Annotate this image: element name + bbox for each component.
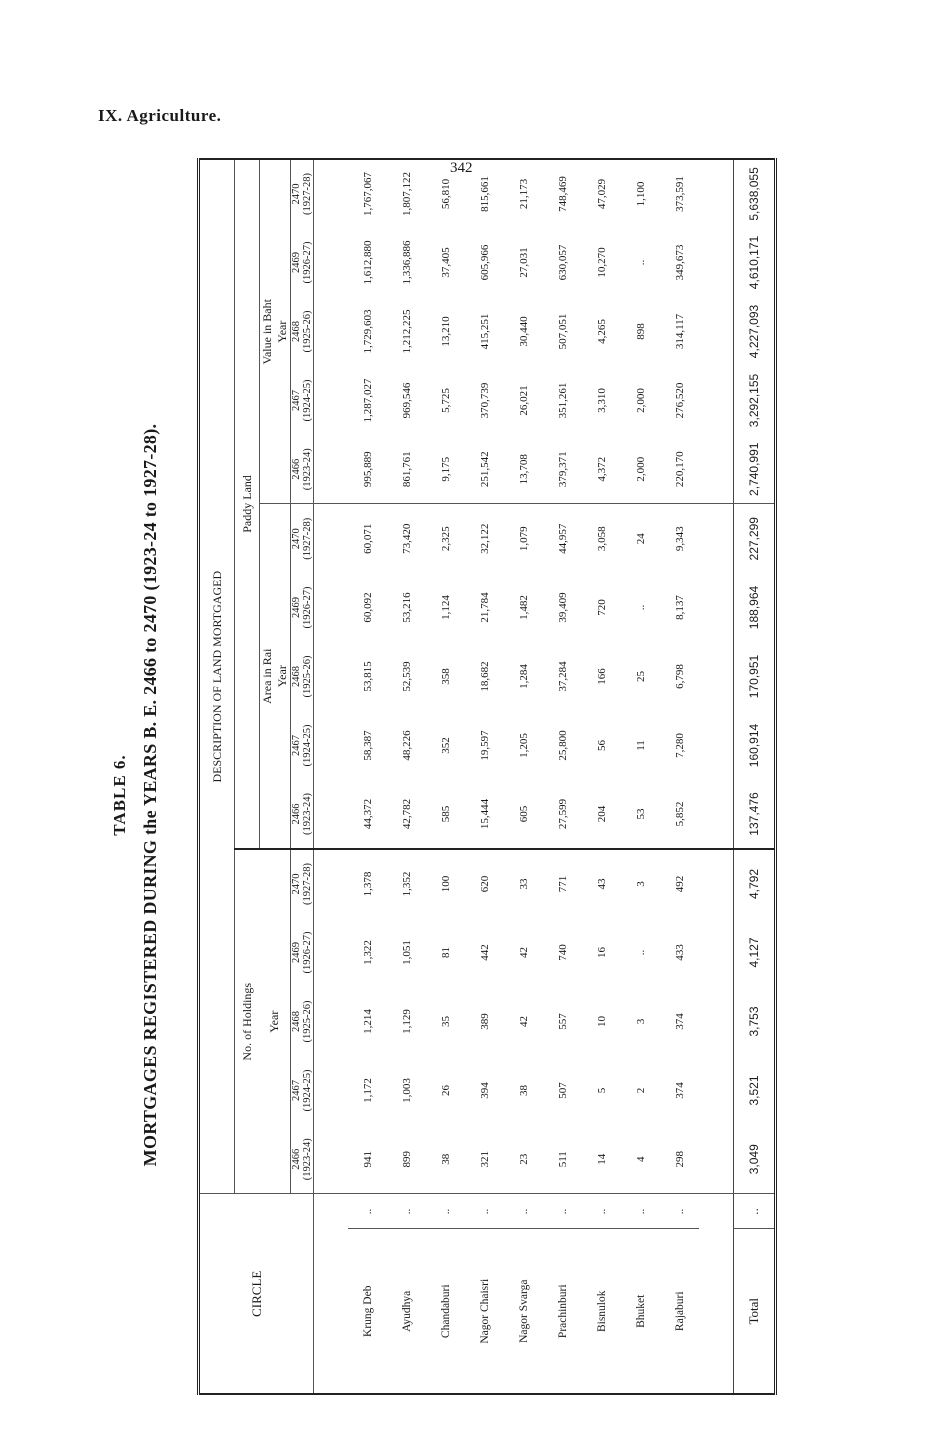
- value-cell: 349,673: [673, 244, 686, 281]
- table-row: [582, 159, 621, 1394]
- value-cell: 27,031: [517, 247, 530, 278]
- holdings-cell: 5: [595, 1087, 608, 1094]
- value-cell: 507,051: [556, 313, 569, 350]
- holdings-cell: 2: [634, 1087, 647, 1094]
- mortgage-table: [197, 158, 777, 1395]
- area-cell: 11: [634, 740, 647, 751]
- value-cell: 220,170: [660, 435, 699, 504]
- holdings-cell: 620: [478, 875, 491, 893]
- table-row: [504, 159, 543, 1394]
- value-cell: 5,638,055: [734, 159, 776, 228]
- area-cell: 137,476: [734, 780, 776, 849]
- circle-name: Bhuket: [621, 1229, 660, 1394]
- holdings-cell: 3,049: [734, 1125, 776, 1194]
- area-cell: 1,124: [439, 595, 452, 620]
- total-row: [734, 159, 776, 1394]
- holdings-cell: 899: [387, 1125, 426, 1194]
- year-header: 2470 (1927-28): [291, 504, 314, 573]
- area-cell: 48,226: [400, 730, 413, 761]
- year-header: 2469 (1926-27): [291, 228, 314, 297]
- holdings-cell: 1,051: [400, 940, 413, 965]
- holdings-cell: 557: [556, 1013, 569, 1030]
- holdings-cell: 507: [556, 1082, 569, 1099]
- value-cell: 415,251: [478, 313, 491, 350]
- area-cell: 1,205: [517, 733, 530, 758]
- value-cell: 351,261: [556, 382, 569, 419]
- area-cell: 170,951: [734, 642, 776, 711]
- year-header: 2468 (1925-26): [291, 297, 314, 366]
- value-cell: 370,739: [478, 382, 491, 419]
- year-header: 2468 (1925-26): [291, 642, 314, 711]
- area-cell: 160,914: [734, 711, 776, 780]
- value-cell: 37,405: [439, 247, 452, 278]
- value-cell: 314,117: [673, 313, 686, 350]
- area-header: [260, 504, 291, 849]
- holdings-cell: 10: [595, 1015, 608, 1027]
- area-cell: 60,071: [361, 523, 374, 554]
- circle-header: CIRCLE: [199, 1194, 314, 1394]
- holdings-cell: 4: [621, 1125, 660, 1194]
- area-cell: 358: [439, 668, 452, 685]
- area-cell: 605: [504, 780, 543, 849]
- holdings-cell: 1,352: [400, 871, 413, 897]
- holdings-cell: 14: [582, 1125, 621, 1194]
- holdings-cell: 1,378: [361, 871, 374, 897]
- value-cell: 861,761: [387, 435, 426, 504]
- value-label: Value in Baht: [260, 299, 274, 365]
- value-cell: 1,612,880: [361, 240, 374, 285]
- value-year-caption: Year: [275, 320, 289, 343]
- circle-name: Rajaburi: [660, 1229, 699, 1394]
- value-cell: 1,287,027: [361, 378, 374, 423]
- holdings-cell: 374: [673, 1013, 686, 1030]
- area-cell: 1,482: [517, 595, 530, 620]
- holdings-cell: 771: [556, 875, 569, 893]
- table-label: TABLE 6.: [110, 754, 129, 836]
- leader-dots: ..: [439, 1208, 452, 1215]
- year-header: 2470 (1927-28): [291, 159, 314, 228]
- area-year-caption: Year: [275, 665, 289, 688]
- rotated-table-page: [100, 167, 800, 1395]
- value-cell: 3,292,155: [734, 366, 776, 435]
- holdings-cell: 3,753: [734, 987, 776, 1056]
- leader-dots: ..: [595, 1208, 608, 1215]
- holdings-year-caption: Year: [260, 849, 291, 1194]
- area-cell: 204: [582, 780, 621, 849]
- area-cell: 2,325: [439, 526, 452, 552]
- value-cell: 3,310: [595, 388, 608, 413]
- value-cell: ..: [634, 259, 647, 266]
- area-cell: 60,092: [361, 592, 374, 623]
- paddy-land-header: Paddy Land: [235, 159, 260, 849]
- holdings-cell: 100: [439, 875, 452, 893]
- holdings-cell: 4,127: [734, 918, 776, 987]
- area-cell: 39,409: [556, 592, 569, 623]
- value-cell: 2,740,991: [734, 435, 776, 504]
- area-cell: 9,343: [673, 526, 686, 552]
- holdings-cell: 1,129: [400, 1009, 413, 1034]
- table-row: [348, 159, 387, 1394]
- value-cell: 1,212,225: [400, 309, 413, 354]
- year-header: 2470 (1927-28): [291, 849, 314, 918]
- holdings-cell: 38: [426, 1125, 465, 1194]
- area-cell: 24: [634, 533, 647, 545]
- holdings-cell: 42: [517, 946, 530, 958]
- area-cell: 53,216: [400, 592, 413, 623]
- table-row: [660, 159, 699, 1394]
- holdings-cell: 941: [348, 1125, 387, 1194]
- table-body: [314, 159, 776, 1394]
- area-cell: 6,798: [673, 664, 686, 689]
- value-cell: 4,372: [582, 435, 621, 504]
- holdings-cell: 1,172: [361, 1078, 374, 1103]
- year-header: 2466 (1923-24): [291, 780, 314, 849]
- value-cell: 1,100: [634, 181, 647, 207]
- holdings-cell: 374: [673, 1082, 686, 1099]
- area-cell: 27,599: [543, 780, 582, 849]
- holdings-cell: 3: [634, 881, 647, 887]
- value-cell: 4,610,171: [734, 228, 776, 297]
- circle-name: Chandaburi: [426, 1229, 465, 1394]
- holdings-cell: 4,792: [734, 849, 776, 918]
- leader-dots: ..: [400, 1208, 413, 1215]
- table-row: [426, 159, 465, 1394]
- area-cell: 227,299: [734, 504, 776, 573]
- area-cell: 166: [595, 668, 608, 685]
- value-cell: 1,767,067: [361, 171, 374, 216]
- table-title: MORTGAGES REGISTERED DURING the YEARS B. E. 2466 to 2470 (1923-24 to 1927-28).: [140, 423, 160, 1167]
- leader-dots: ..: [361, 1208, 374, 1215]
- value-cell: 748,469: [556, 176, 569, 212]
- area-cell: 44,372: [348, 780, 387, 849]
- area-cell: 21,784: [478, 592, 491, 623]
- circle-name: Nagor Svarga: [504, 1229, 543, 1394]
- year-header: 2469 (1926-27): [291, 573, 314, 642]
- value-cell: 1,336,886: [400, 240, 413, 285]
- area-cell: 32,122: [478, 523, 491, 554]
- value-cell: 2,000: [634, 388, 647, 413]
- holdings-cell: 511: [543, 1125, 582, 1194]
- holdings-cell: 298: [660, 1125, 699, 1194]
- circle-name: Bisnulok: [582, 1229, 621, 1394]
- area-cell: 18,682: [478, 661, 491, 692]
- area-cell: 19,597: [478, 730, 491, 761]
- value-cell: 969,546: [400, 382, 413, 419]
- circle-name: Prachinburi: [543, 1229, 582, 1394]
- value-cell: 1,807,122: [400, 171, 413, 216]
- year-header: 2466 (1923-24): [291, 1125, 314, 1194]
- year-header: 2466 (1923-24): [291, 435, 314, 504]
- area-cell: 53: [621, 780, 660, 849]
- total-label: Total: [734, 1229, 776, 1394]
- value-cell: 26,021: [517, 385, 530, 416]
- value-cell: 1,729,603: [361, 309, 374, 354]
- holdings-cell: 1,214: [361, 1009, 374, 1034]
- area-cell: 56: [595, 739, 608, 751]
- holdings-cell: 492: [673, 875, 686, 893]
- holdings-cell: 81: [439, 946, 452, 958]
- area-cell: 1,079: [517, 526, 530, 552]
- value-cell: 9,175: [426, 435, 465, 504]
- holdings-cell: 42: [517, 1015, 530, 1027]
- holdings-cell: 740: [556, 944, 569, 961]
- value-cell: 4,265: [595, 319, 608, 344]
- area-cell: 720: [595, 599, 608, 616]
- year-header: 2467 (1924-25): [291, 366, 314, 435]
- section-heading: IX. Agriculture.: [98, 106, 222, 125]
- table-row: [465, 159, 504, 1394]
- leader-dots: ..: [673, 1208, 686, 1215]
- table-row: [387, 159, 426, 1394]
- value-cell: 276,520: [673, 382, 686, 419]
- holdings-cell: 33: [517, 878, 530, 890]
- holdings-cell: 35: [439, 1015, 452, 1027]
- value-cell: 10,270: [595, 247, 608, 278]
- holdings-cell: 16: [595, 946, 608, 958]
- holdings-cell: 26: [439, 1084, 452, 1096]
- table-row: [621, 159, 660, 1394]
- year-header: 2467 (1924-25): [291, 1056, 314, 1125]
- value-cell: 373,591: [673, 176, 686, 212]
- holdings-cell: 3,521: [734, 1056, 776, 1125]
- leader-dots: ..: [634, 1208, 647, 1215]
- value-cell: 898: [634, 323, 647, 340]
- area-cell: 1,284: [517, 664, 530, 689]
- area-cell: 58,387: [361, 730, 374, 761]
- leader-dots: ..: [556, 1208, 569, 1215]
- circle-name: Ayudhya: [387, 1229, 426, 1394]
- value-cell: 56,810: [439, 178, 452, 210]
- value-cell: 5,725: [439, 388, 452, 413]
- holdings-cell: 394: [478, 1082, 491, 1099]
- holdings-cell: ..: [634, 949, 647, 956]
- area-cell: 352: [439, 737, 452, 754]
- area-cell: 44,957: [556, 523, 569, 554]
- holdings-cell: 23: [504, 1125, 543, 1194]
- area-cell: 53,815: [361, 661, 374, 692]
- area-cell: 15,444: [465, 780, 504, 849]
- year-header: 2468 (1925-26): [291, 987, 314, 1056]
- holdings-header: No. of Holdings: [239, 982, 254, 1061]
- table-row: [543, 159, 582, 1394]
- page-number: 342: [450, 160, 473, 176]
- year-header: 2469 (1926-27): [291, 918, 314, 987]
- value-cell: 630,057: [556, 244, 569, 281]
- value-cell: 815,661: [478, 176, 491, 212]
- area-cell: 5,852: [660, 780, 699, 849]
- area-cell: 73,420: [400, 523, 413, 554]
- description-header: DESCRIPTION OF LAND MORTGAGED: [199, 159, 235, 1194]
- holdings-cell: 321: [465, 1125, 504, 1194]
- circle-name: Krung Deb: [348, 1229, 387, 1394]
- value-header: [260, 159, 291, 504]
- leader-dots: ..: [478, 1208, 491, 1215]
- leader-dots: ..: [734, 1194, 776, 1229]
- leader-dots: ..: [517, 1208, 530, 1215]
- area-cell: ..: [634, 604, 647, 611]
- area-label: Area in Rai: [260, 648, 274, 704]
- area-cell: 585: [426, 780, 465, 849]
- value-cell: 13,708: [504, 435, 543, 504]
- circle-name: Nagor Chaisri: [465, 1229, 504, 1394]
- area-cell: 52,539: [400, 661, 413, 692]
- value-cell: 13,210: [439, 316, 452, 347]
- holdings-cell: 3: [634, 1018, 647, 1025]
- value-cell: 251,542: [465, 435, 504, 504]
- value-cell: 605,966: [478, 244, 491, 281]
- holdings-cell: 389: [478, 1013, 491, 1030]
- holdings-cell: 442: [478, 944, 491, 961]
- value-cell: 995,889: [348, 435, 387, 504]
- value-cell: 47,029: [595, 178, 608, 210]
- holdings-cell: 1,322: [361, 940, 374, 965]
- area-cell: 3,058: [595, 526, 608, 552]
- area-cell: 188,964: [734, 573, 776, 642]
- value-cell: 21,173: [517, 178, 530, 210]
- value-cell: 30,440: [517, 316, 530, 347]
- area-cell: 8,137: [673, 595, 686, 620]
- area-cell: 25: [634, 670, 647, 682]
- area-cell: 37,284: [556, 661, 569, 692]
- holdings-cell: 43: [595, 878, 608, 890]
- value-cell: 2,000: [621, 435, 660, 504]
- area-cell: 7,280: [673, 733, 686, 758]
- year-header: 2467 (1924-25): [291, 711, 314, 780]
- value-cell: 379,371: [543, 435, 582, 504]
- holdings-cell: 38: [517, 1084, 530, 1096]
- area-cell: 25,800: [556, 730, 569, 761]
- area-cell: 42,782: [387, 780, 426, 849]
- holdings-cell: 1,003: [400, 1078, 413, 1103]
- holdings-cell: 433: [673, 944, 686, 961]
- value-cell: 4,227,093: [734, 297, 776, 366]
